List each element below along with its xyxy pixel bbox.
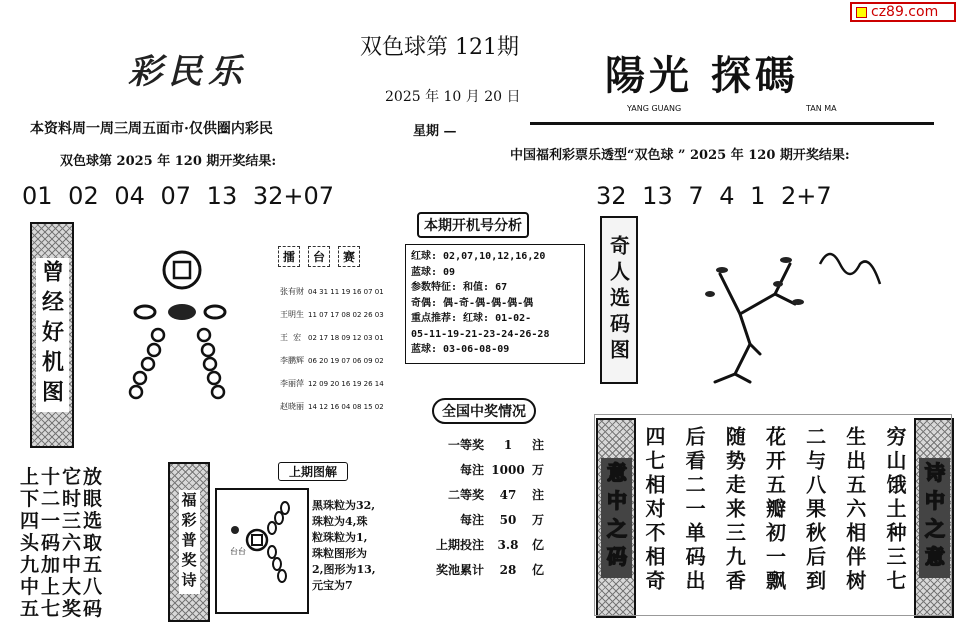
shangqi-line: 粒珠粒为1, [312, 531, 368, 544]
leitai-nums: 02 17 18 09 12 03 01 [308, 333, 384, 342]
table-row [432, 507, 582, 532]
table-row [432, 557, 582, 582]
leitai-title-char-3: 赛 [338, 246, 360, 267]
table-row [280, 326, 398, 349]
leg-beads-right-icon [198, 329, 224, 398]
table-row [280, 395, 398, 418]
right-poem-frame [594, 414, 952, 616]
national-value: 3.8 [497, 537, 519, 552]
table-row [280, 349, 398, 372]
table-row [280, 372, 398, 395]
shangqi-line: 元宝为7 [312, 579, 353, 592]
leg-beads-left-icon [130, 329, 164, 398]
national-unit: 亿 [532, 563, 545, 577]
analysis-line: 参数特征: 和值: 67 [411, 282, 508, 293]
leitai-nums: 06 20 19 07 06 09 02 [308, 356, 384, 365]
grass-scribble-icon [820, 254, 880, 284]
national-label: 每注 [459, 463, 484, 477]
leitai-nums: 14 12 16 04 08 15 02 [308, 402, 384, 411]
analysis-line: 蓝球: 03-06-08-09 [411, 344, 510, 355]
side-right-label-text: 诗中之意 [919, 458, 950, 578]
weekday: 星期 — [413, 124, 457, 139]
national-unit: 注 [532, 438, 545, 452]
side-left-label-text: 意中之码 [601, 458, 632, 578]
body-bead-icon [168, 304, 196, 320]
national-label: 每注 [459, 513, 484, 527]
poem-column: 花开五瓣初一飘 [762, 426, 787, 594]
analysis-title: 本期开机号分析 [417, 212, 529, 238]
national-unit: 万 [532, 513, 545, 527]
national-label: 二等奖 [447, 488, 484, 502]
table-row [432, 432, 582, 457]
left-winning-numbers: 01 02 04 07 13 32+07 [22, 182, 335, 210]
qiren-label [600, 216, 638, 384]
national-label: 上期投注 [435, 538, 484, 552]
poem-line: 下二时眼 [20, 488, 105, 510]
logo-left: 彩民乐 [128, 52, 248, 92]
national-table [432, 432, 582, 582]
issue-date: 2025 年 10 月 20 日 [385, 89, 521, 105]
left-vertical-label [30, 222, 74, 448]
poem-column: 四七相对不相奇 [642, 426, 666, 594]
leitai-name: 李鹏辉 [280, 356, 304, 365]
national-label: 一等奖 [447, 438, 484, 452]
issue-title: 双色球第 121期 [360, 35, 519, 60]
fucai-label-text: 福彩普奖诗 [179, 492, 198, 592]
head-coin-icon [164, 252, 200, 288]
poem-line: 九加中五 [20, 554, 105, 576]
left-result-title: 双色球第 2025 年 120 期开奖结果: [60, 154, 277, 169]
poem-column: 穷山饿土种三七 [882, 426, 907, 594]
shangqi-line: 珠粒图形为 [312, 547, 367, 560]
right-winning-numbers: 32 13 7 4 1 2+7 [596, 182, 832, 210]
national-label: 奖池累计 [435, 563, 484, 577]
leitai-name: 王明生 [280, 310, 304, 319]
watermark-badge [850, 2, 956, 22]
table-row [432, 482, 582, 507]
watermark-square-icon [856, 7, 867, 18]
analysis-line: 重点推荐: 红球: 01-02- [411, 313, 532, 324]
analysis-line: 05-11-19-21-23-24-26-28 [411, 328, 550, 340]
shangqi-line: 2,图形为13, [312, 563, 376, 576]
leitai-name: 王 宏 [280, 333, 302, 342]
logo-right: 陽光 探碼 [605, 52, 799, 99]
leitai-nums: 04 31 11 19 16 07 01 [308, 287, 384, 296]
table-row [280, 303, 398, 326]
leitai-name: 李丽萍 [280, 379, 304, 388]
analysis-box [405, 244, 585, 364]
leitai-name: 赵晓丽 [280, 402, 304, 411]
logo-right-sub-right: TAN MA [806, 104, 837, 113]
poem-line: 中上大八 [20, 576, 105, 598]
national-title: 全国中奖情况 [432, 398, 536, 424]
shangqi-text [312, 498, 376, 594]
leitai-name: 张有财 [280, 287, 304, 296]
qiren-label-text: 奇人选码图 [606, 235, 631, 365]
national-value: 47 [499, 487, 517, 502]
bead-figure [110, 240, 260, 410]
leitai-title [278, 246, 360, 267]
national-unit: 万 [532, 463, 545, 477]
table-row [432, 532, 582, 557]
left-vertical-label-text: 曾经好机图 [36, 258, 69, 412]
tree-sketch [680, 234, 900, 384]
poem-line: 头码六取 [20, 532, 105, 554]
national-value: 28 [499, 562, 517, 577]
poem-line: 四一三选 [20, 510, 105, 532]
poem-line: 上十它放 [20, 466, 105, 488]
notice-text: 本资料周一周三周五面市·仅供圈内彩民 [30, 121, 273, 137]
analysis-line: 奇偶: 偶-奇-偶-偶-偶-偶 [411, 297, 534, 309]
national-value: 50 [499, 512, 517, 527]
shangqi-ingot-label: 台台 [230, 547, 246, 556]
leitai-table [280, 280, 398, 418]
shangqi-line: 黑珠粒为32, [312, 499, 376, 512]
right-result-title: 中国福利彩票乐透型“双色球 ” 2025 年 120 期开奖结果: [510, 148, 850, 163]
analysis-line: 蓝球: 09 [411, 266, 456, 278]
poem-column: 随势走来三九香 [722, 426, 747, 594]
poem-column: 后看二一单码出 [682, 426, 707, 594]
leitai-title-char-2: 台 [308, 246, 330, 267]
analysis-line: 红球: 02,07,10,12,16,20 [411, 251, 546, 262]
fucai-label [168, 462, 210, 622]
table-row [280, 280, 398, 303]
poem-left [20, 466, 104, 620]
national-unit: 注 [532, 488, 545, 502]
poem-column: 二与八果秋后到 [802, 426, 827, 594]
poem-line: 五七奖码 [20, 598, 105, 620]
shangqi-title: 上期图解 [278, 462, 348, 481]
national-value: 1 [503, 437, 513, 452]
poem-column: 生出五六相伴树 [842, 426, 867, 594]
table-row [432, 457, 582, 482]
national-value: 1000 [491, 462, 525, 477]
leitai-title-char-1: 擂 [278, 246, 300, 267]
shangqi-line: 珠粒为4,珠 [312, 515, 368, 528]
leitai-nums: 11 07 17 08 02 26 03 [308, 310, 384, 319]
watermark-text: cz89.com [871, 4, 939, 20]
national-unit: 亿 [532, 538, 545, 552]
leitai-nums: 12 09 20 16 19 26 14 [308, 379, 384, 388]
header-rule [530, 122, 934, 125]
logo-right-sub-left: YANG GUANG [627, 104, 682, 113]
